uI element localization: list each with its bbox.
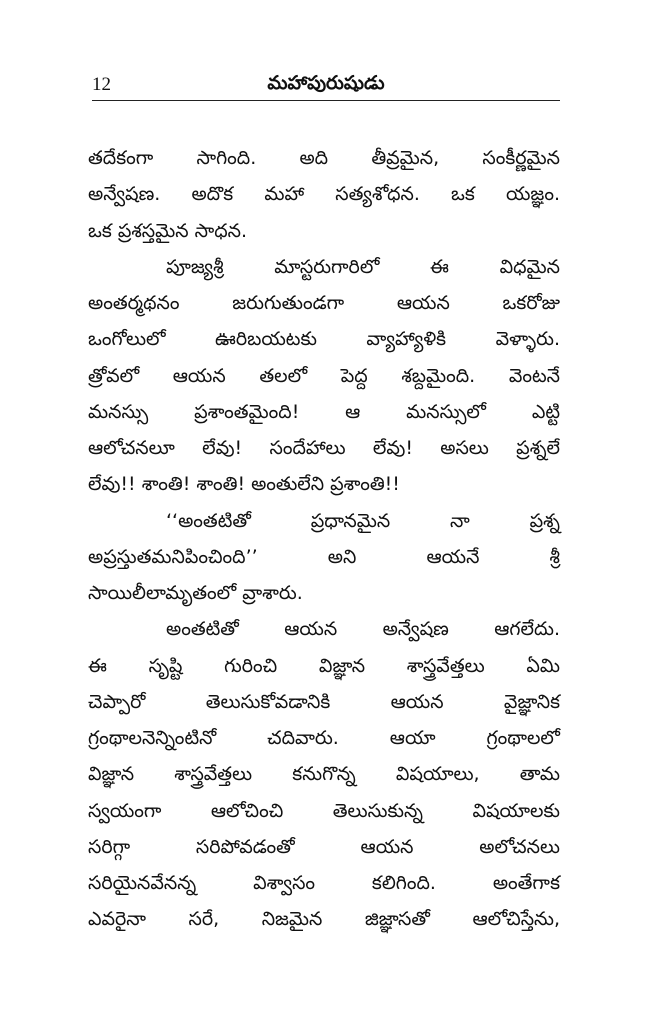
- text-line: విజ్ఞాన శాస్త్రవేత్తలు కనుగొన్న విషయాలు, తామ: [88, 763, 560, 786]
- text-line: సరిగ్గా సరిపోవడంతో ఆయన అలోచనలు: [88, 835, 560, 858]
- text-line: అప్రస్తుతమనిపించింది’’ అని ఆయనే శ్రీ: [88, 545, 560, 568]
- text-line: సరియైనవేనన్న విశ్వాసం కలిగింది. అంతేగాక: [88, 872, 560, 894]
- text-line: ఈ సృష్టి గురించి విజ్ఞాన శాస్త్రవేత్తలు ఏమి: [88, 654, 560, 677]
- text-line: స్వయంగా ఆలోచించి తెలుసుకున్న విషయాలకు: [88, 799, 560, 822]
- page-number: 12: [92, 74, 111, 95]
- text-line: సాయిలీలామృతంలో వ్రాశారు.: [88, 582, 303, 604]
- running-title: మహాపురుషుడు: [267, 72, 385, 94]
- text-line: పూజ్యశ్రీ మాస్టరుగారిలో ఈ విధమైన: [166, 255, 560, 278]
- text-line: మనస్సు ప్రశాంతమైంది! ఆ మనస్సులో ఎట్టి: [88, 400, 560, 423]
- text-line: ‘‘అంతటితో ప్రధానమైన నా ప్రశ్న: [166, 509, 560, 532]
- header-rule: [92, 100, 560, 101]
- page-header: [92, 70, 560, 100]
- text-line: అంతర్మథనం జరుగుతుండగా ఆయన ఒకరోజు: [88, 292, 560, 314]
- text-line: లేవు!! శాంతి! శాంతి! అంతులేని ప్రశాంతి!!: [88, 473, 400, 496]
- text-line: ఒంగోలులో ఊరిబయటకు వ్యాహ్యాళికి వెళ్ళారు.: [88, 328, 560, 351]
- text-line: ఆలోచనలూ లేవు! సందేహాలు లేవు! అసలు ప్రశ్నలే: [88, 437, 560, 459]
- text-line: చెప్పారో తెలుసుకోవడానికి ఆయన వైజ్ఞానిక: [88, 690, 560, 713]
- text-line: అంతటితో ఆయన అన్వేషణ ఆగలేదు.: [166, 618, 560, 641]
- text-line: ఒక ప్రశస్తమైన సాధన.: [88, 219, 248, 242]
- text-line: ఎవరైనా సరే, నిజమైన జిజ్ఞాసతో ఆలోచిస్తేను,: [88, 908, 560, 931]
- text-line: త్రోవలో ఆయన తలలో పెద్ద శబ్దమైంది. వెంటనే: [88, 364, 560, 387]
- text-line: తదేకంగా సాగింది. అది తీవ్రమైన, సంకీర్ణమైన: [88, 147, 560, 169]
- body-text: [88, 140, 560, 938]
- text-line: అన్వేషణ. అదొక మహా సత్యశోధన. ఒక యజ్ఞం.: [88, 183, 560, 206]
- text-line: గ్రంథాలనెన్నింటినో చదివారు. ఆయా గ్రంథాలలో: [88, 727, 560, 749]
